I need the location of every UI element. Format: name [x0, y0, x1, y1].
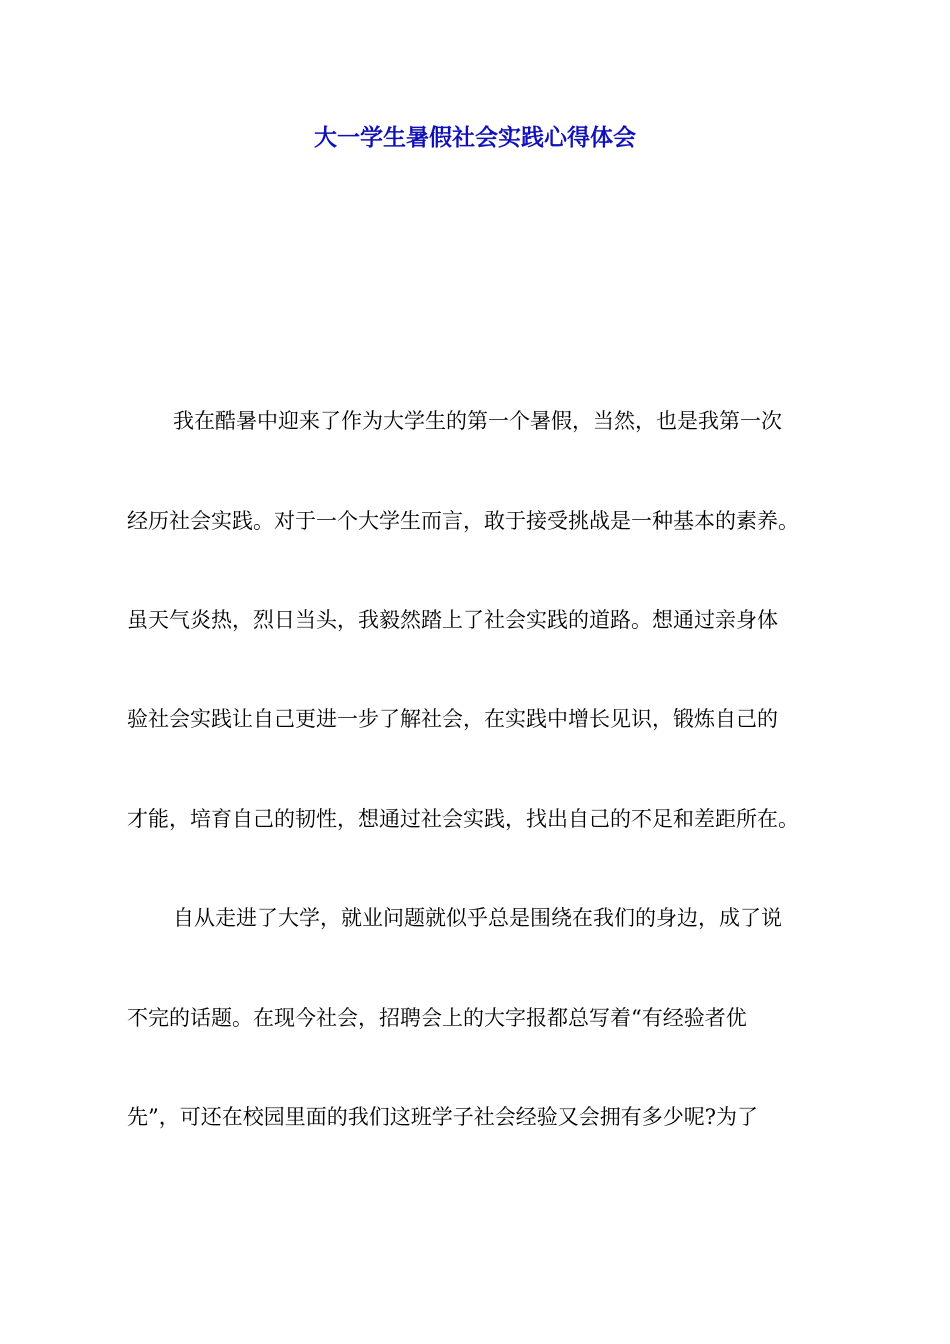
paragraph-1-line-3: 虽天气炎热，烈日当头，我毅然踏上了社会实践的道路。想通过亲身体 [127, 608, 778, 632]
paragraph-1-line-4: 验社会实践让自己更进一步了解社会，在实践中增长见识，锻炼自己的 [127, 707, 778, 731]
paragraph-2-line-3: 先”，可还在校园里面的我们这班学子社会经验又会拥有多少呢?为了 [127, 1105, 758, 1129]
paragraph-1-line-2: 经历社会实践。对于一个大学生而言，敢于接受挑战是一种基本的素养。 [127, 509, 799, 533]
paragraph-1-line-1: 我在酷暑中迎来了作为大学生的第一个暑假，当然，也是我第一次 [173, 409, 782, 433]
paragraph-1-line-5: 才能，培育自己的韧性，想通过社会实践，找出自己的不足和差距所在。 [127, 807, 799, 831]
paragraph-2-line-2: 不完的话题。在现今社会，招聘会上的大字报都总写着“有经验者优 [127, 1006, 747, 1030]
document-title: 大一学生暑假社会实践心得体会 [314, 125, 636, 151]
paragraph-2-line-1: 自从走进了大学，就业问题就似乎总是围绕在我们的身边，成了说 [173, 906, 782, 930]
